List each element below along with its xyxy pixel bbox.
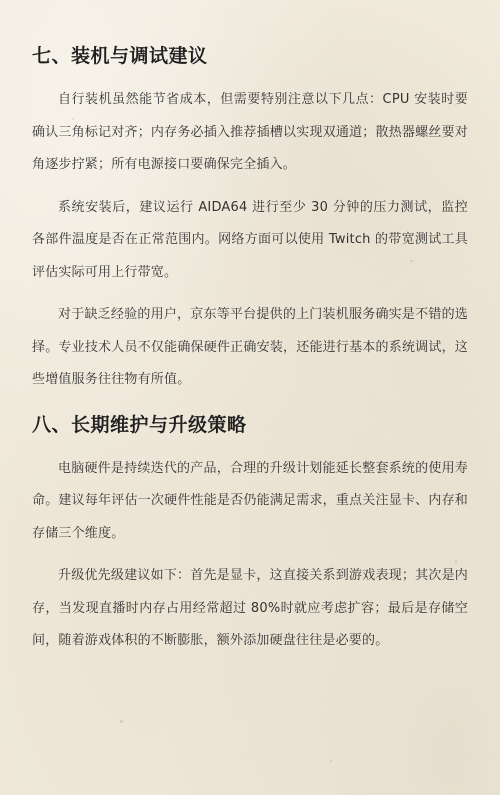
section-title-assembly: 七、装机与调试建议 bbox=[32, 45, 208, 67]
paragraph-upgrade-priority: 升级优先级建议如下：首先是显卡，这直接关系到游戏表现；其次是内存，当发现直播时内存占用经常超过 80%时就应考虑扩容；最后是存储空间，随着游戏体积的不断膨胀，额外添加硬盘往往是必要的。 bbox=[32, 568, 468, 648]
section-title-maintenance: 八、长期维护与升级策略 bbox=[32, 413, 247, 436]
paragraph-install-service: 对于缺乏经验的用户，京东等平台提供的上门装机服务确实是不错的选择。专业技术人员不仅能确保硬件正确安装，还能进行基本的系统调试，这些增值服务往往物有所值。 bbox=[32, 307, 468, 387]
paragraph-upgrade-plan: 电脑硬件是持续迭代的产品，合理的升级计划能延长整套系统的使用寿命。建议每年评估一次硬件性能是否仍能满足需求，重点关注显卡、内存和存储三个维度。 bbox=[32, 460, 468, 541]
paragraph-stress-test: 系统安装后，建议运行 AIDA64 进行至少 30 分钟的压力测试，监控各部件温度是否在正常范围内。网络方面可以使用 Twitch 的带宽测试工具评估实际可用上行带宽。 bbox=[32, 199, 468, 280]
paragraph-assembly-notes: 自行装机虽然能节省成本，但需要特别注意以下几点：CPU 安装时要确认三角标记对齐；内存务必插入推荐插槽以实现双通道；散热器螺丝要对角逐步拧紧；所有电源接口要确保完全插入。 bbox=[32, 92, 468, 172]
